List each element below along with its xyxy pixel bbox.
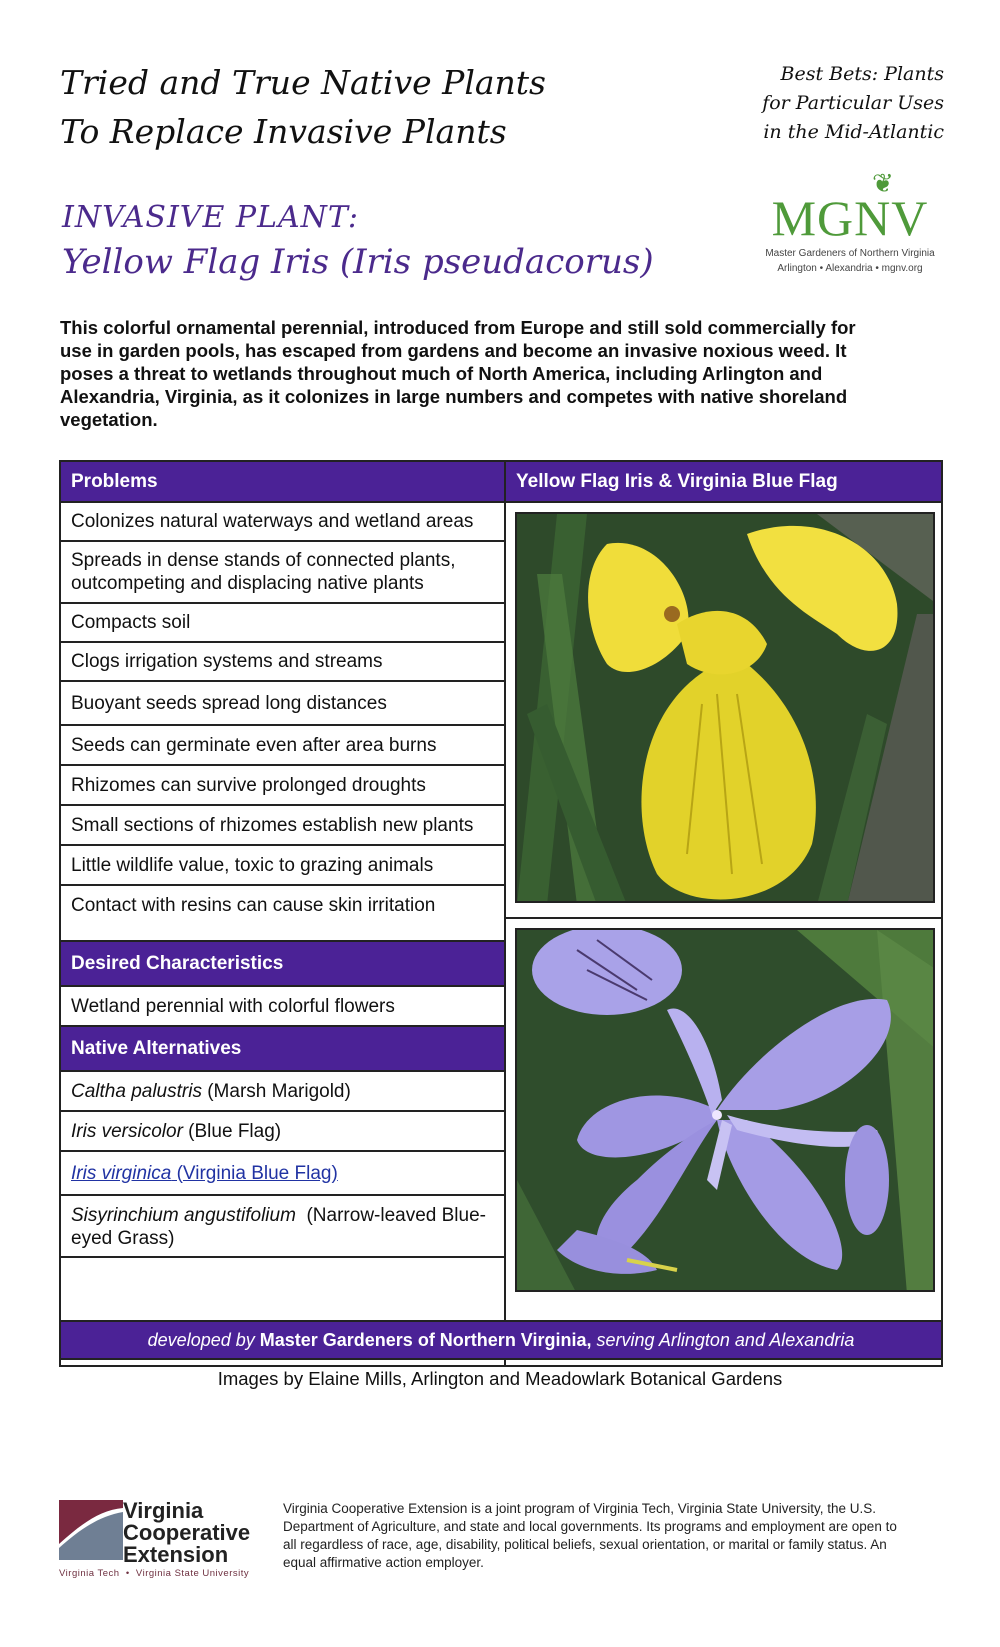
native-common-name: (Blue Flag) [182, 1120, 282, 1142]
title-line-2: To Replace Invasive Plants [60, 112, 507, 151]
yellow-flag-iris-photo [515, 512, 935, 903]
photos-column [506, 462, 941, 1365]
native-alternative-row [61, 1072, 504, 1112]
mgnv-places: Arlington • Alexandria • mgnv.org [777, 263, 923, 274]
desired-header: Desired Characteristics [61, 942, 504, 987]
vce-line-2: Cooperative [123, 1520, 251, 1545]
problem-row: Small sections of rhizomes establish new plants [61, 806, 504, 846]
native-latin-name: Sisyrinchium angustifolium [71, 1205, 296, 1226]
photos-header: Yellow Flag Iris & Virginia Blue Flag [506, 462, 941, 503]
problems-column [61, 462, 506, 1365]
blue-iris-illustration [517, 930, 935, 1292]
invasive-plant-label: INVASIVE PLANT: [62, 200, 359, 235]
native-latin-name: Iris versicolor [71, 1120, 183, 1142]
native-alternative-row [61, 1196, 504, 1258]
problem-row: Seeds can germinate even after area burns [61, 726, 504, 766]
problem-row: Contact with resins can cause skin irritation [61, 886, 504, 942]
vce-universities: Virginia Tech • Virginia State University [59, 1568, 250, 1579]
native-latin-name[interactable]: Iris virginica [71, 1162, 172, 1184]
problem-row: Clogs irrigation systems and streams [61, 643, 504, 682]
desired-row: Wetland perennial with colorful flowers [61, 987, 504, 1027]
title-line-1: Tried and True Native Plants [60, 63, 546, 102]
problems-header: Problems [61, 462, 504, 503]
problem-row: Rhizomes can survive prolonged droughts [61, 766, 504, 806]
virginia-blue-flag-photo [515, 928, 935, 1292]
best-bets-line-1: Best Bets: Plants [780, 63, 944, 85]
native-alternative-row [61, 1112, 504, 1152]
vce-line-3: Extension [123, 1542, 229, 1567]
mgnv-org: Master Gardeners of Northern Virginia [765, 248, 935, 259]
problem-row: Colonizes natural waterways and wetland areas [61, 503, 504, 542]
problem-row: Spreads in dense stands of connected plants, outcompeting and displacing native plants [61, 542, 504, 604]
vce-line-1: Virginia [123, 1498, 204, 1523]
vce-wordmark [123, 1500, 250, 1566]
problem-row: Little wildlife value, toxic to grazing animals [61, 846, 504, 886]
best-bets-line-2: for Particular Uses [762, 92, 944, 114]
vce-statement: Virginia Cooperative Extension is a joint program of Virginia Tech, Virginia State University, the U.S. Department of Agriculture, and state and local governments. Its programs and employment are open to all regardless of race, age, disability, political beliefs, sexual orientation, or marital or family status. An equal affirmative action employer. [283, 1501, 897, 1570]
photo-divider [506, 917, 941, 919]
mgnv-acronym: MGNV [771, 190, 929, 246]
native-latin-name: Caltha palustris [71, 1080, 202, 1102]
natives-header: Native Alternatives [61, 1027, 504, 1072]
native-common-name[interactable]: (Virginia Blue Flag) [171, 1162, 338, 1184]
vce-logo-icon [59, 1500, 129, 1566]
yellow-iris-illustration [517, 514, 935, 903]
leaf-icon: ❦ [872, 168, 894, 198]
empty-row [61, 1258, 504, 1298]
native-alternative-link[interactable] [61, 1152, 504, 1196]
page-title [60, 58, 680, 156]
developed-by-label: developed by [147, 1329, 260, 1350]
info-table [59, 460, 943, 1367]
developer-org: Master Gardeners of Northern Virginia, [259, 1329, 592, 1350]
problem-row: Buoyant seeds spread long distances [61, 682, 504, 726]
best-bets-tagline [644, 60, 944, 147]
invasive-plant-name: Yellow Flag Iris (Iris pseudacorus) [62, 242, 654, 282]
native-common-name: (Marsh Marigold) [201, 1080, 351, 1102]
developed-by-bar [59, 1320, 943, 1360]
serving-area: serving Arlington and Alexandria [591, 1329, 855, 1350]
best-bets-line-3: in the Mid-Atlantic [763, 121, 944, 143]
image-credits: Images by Elaine Mills, Arlington and Meadowlark Botanical Gardens [217, 1368, 783, 1389]
intro-paragraph: This colorful ornamental perennial, introduced from Europe and still sold commercially for use in garden pools, has escaped from gardens and become an invasive noxious weed. It poses a threat to wetlands throughout much of North America, including Arlington and Alexandria, Virginia, as it colonizes in large numbers and competes with native shoreland vegetation. [60, 317, 856, 430]
problem-row: Compacts soil [61, 604, 504, 643]
native-common-name: (Narrow-leaved Blue-eyed Grass) [71, 1205, 486, 1249]
mgnv-logo [760, 168, 940, 276]
